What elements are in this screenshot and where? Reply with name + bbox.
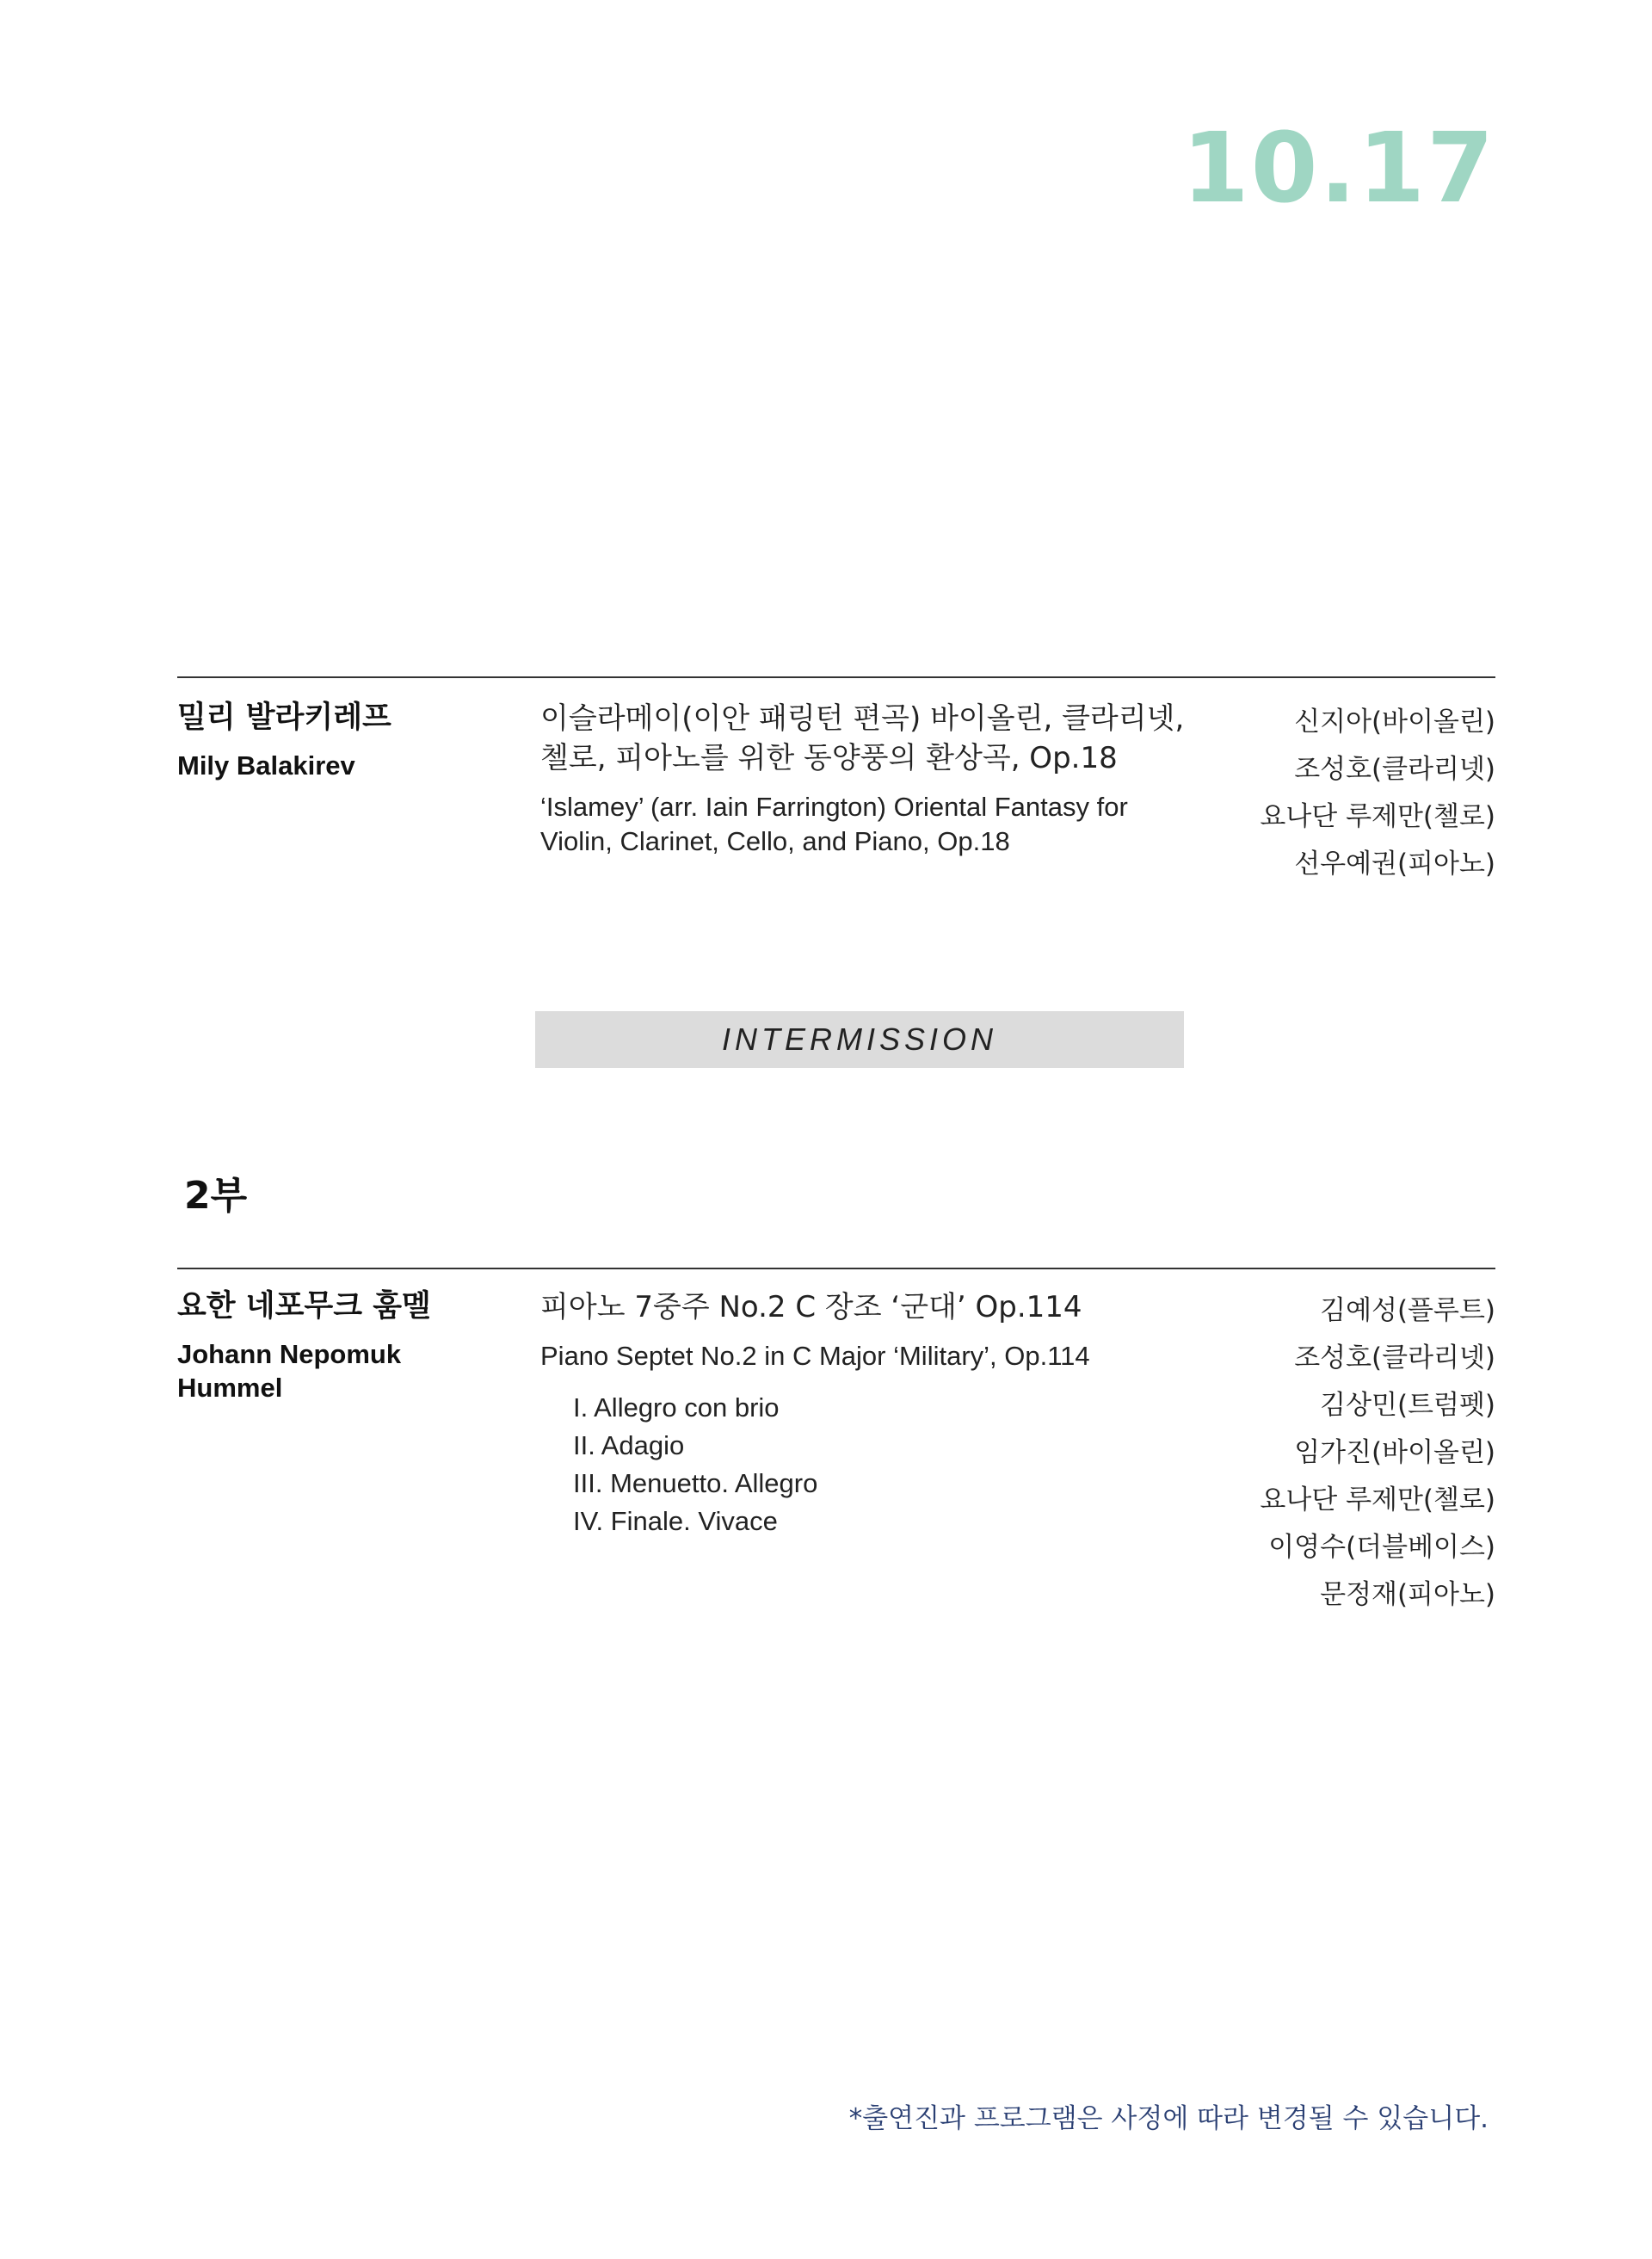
movement: I. Allegro con brio — [573, 1392, 780, 1423]
performer-list — [1168, 1287, 1495, 1619]
intermission-label: INTERMISSION — [721, 1021, 997, 1057]
performer: 신지아(바이올린) — [1294, 707, 1495, 738]
composer-name-ko: 밀리 발라키레프 — [177, 701, 391, 735]
performer: 요나단 루제만(첼로) — [1260, 801, 1495, 832]
composer — [177, 699, 504, 782]
work-title-ko-line: 이슬라메이(이안 패링턴 편곡) 바이올린, 클라리넷, — [540, 701, 1185, 736]
work-title-en-line: ‘Islamey’ (arr. Iain Farrington) Oriental Fantasy for — [540, 792, 1128, 822]
work-title-en — [540, 790, 1211, 859]
performer: 문정재(피아노) — [1320, 1579, 1495, 1610]
section-divider-part1 — [177, 676, 1495, 678]
movement-list — [540, 1389, 1211, 1540]
performer-list — [1168, 699, 1495, 888]
program-change-notice: *출연진과 프로그램은 사정에 따라 변경될 수 있습니다. — [848, 2103, 1489, 2134]
movement: IV. Finale. Vivace — [573, 1506, 778, 1536]
work-title-en-line: Violin, Clarinet, Cello, and Piano, Op.18 — [540, 826, 1010, 856]
performer: 조성호(클라리넷) — [1294, 1342, 1495, 1373]
work-title-ko: 피아노 7중주 No.2 C 장조 ‘군대’ Op.114 — [540, 1290, 1082, 1324]
work-title-en: Piano Septet No.2 in C Major ‘Military’, Op.114 — [540, 1341, 1090, 1371]
part-title: 2부 — [184, 1174, 248, 1218]
performer: 선우예권(피아노) — [1294, 849, 1495, 880]
composer-name-en-line: Hummel — [177, 1373, 283, 1403]
composer-name-ko: 요한 네포무크 훔멜 — [177, 1289, 431, 1324]
movement: III. Menuetto. Allegro — [573, 1468, 818, 1498]
performer: 조성호(클라리넷) — [1294, 754, 1495, 785]
composer-name-en — [177, 1337, 504, 1404]
composer — [177, 1287, 504, 1404]
section-divider-part2 — [177, 1268, 1495, 1269]
performer: 김예성(플루트) — [1320, 1295, 1495, 1326]
performer: 임가진(바이올린) — [1294, 1437, 1495, 1468]
composer-name-en-line: Johann Nepomuk — [177, 1339, 402, 1369]
work-title-ko — [540, 699, 1211, 778]
work-title — [540, 699, 1211, 859]
work-title — [540, 1287, 1211, 1540]
composer-name-en: Mily Balakirev — [177, 750, 355, 781]
movement: II. Adagio — [573, 1430, 685, 1460]
concert-date: 10.17 — [1181, 113, 1495, 225]
performer: 이영수(더블베이스) — [1268, 1532, 1495, 1563]
work-title-ko-line: 첼로, 피아노를 위한 동양풍의 환상곡, Op.18 — [540, 741, 1118, 775]
performer: 요나단 루제만(첼로) — [1260, 1484, 1495, 1515]
performer: 김상민(트럼펫) — [1320, 1390, 1495, 1421]
intermission-banner — [535, 1011, 1184, 1068]
